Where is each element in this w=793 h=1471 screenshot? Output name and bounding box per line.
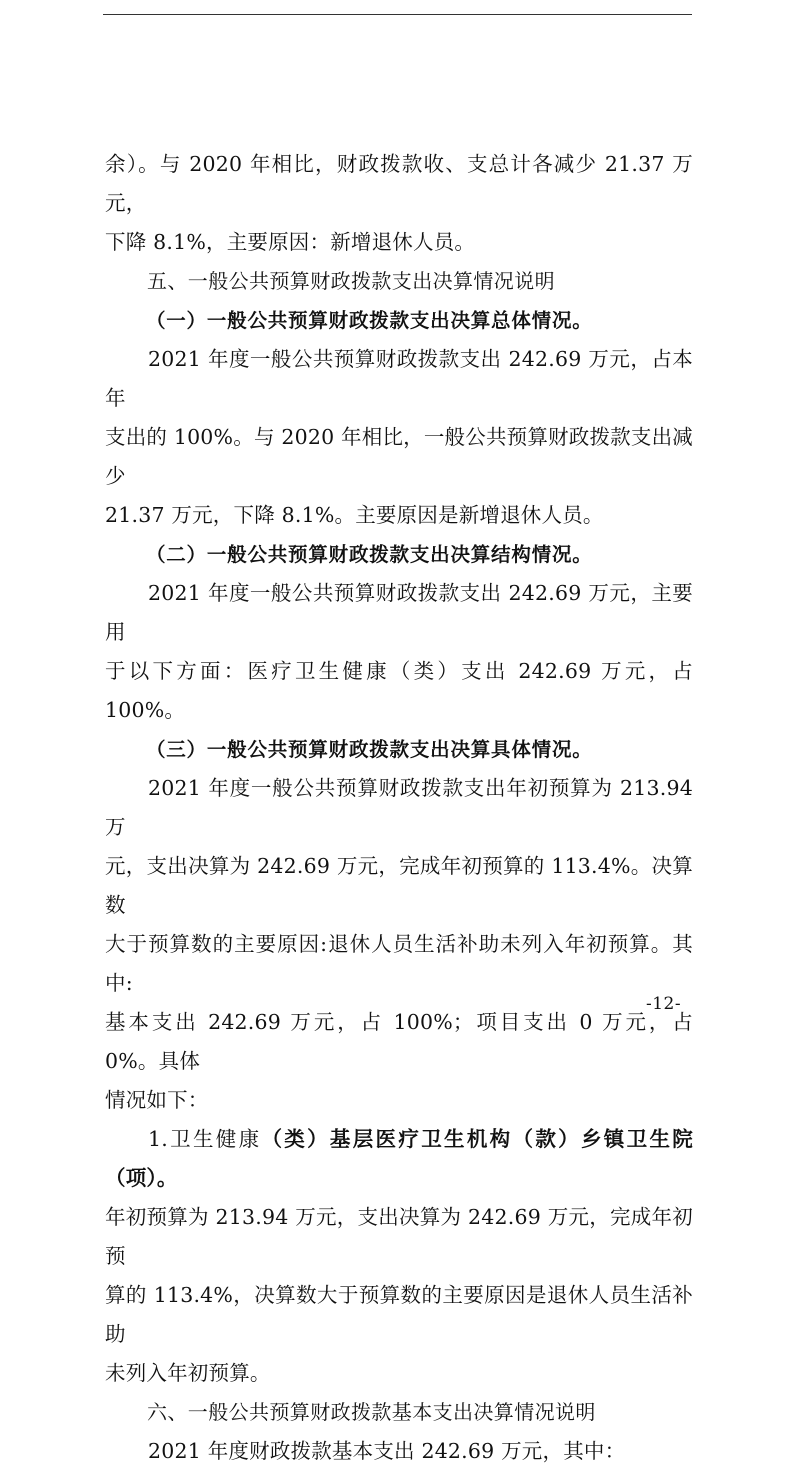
page-number: -12- [646,994,682,1014]
text-line: 2021 年度财政拨款基本支出 242.69 万元，其中： [148,1439,626,1463]
text-line: 年初预算为 213.94 万元，支出决算为 242.69 万元，完成年初预 [105,1205,693,1268]
text-line: 支出的 100%。与 2020 年相比，一般公共预算财政拨款支出减少 [105,425,693,488]
text-line: 基本支出 242.69 万元，占 100%；项目支出 0 万元，占 0%。具体 [105,1010,693,1073]
paragraph-details [105,769,693,1120]
text-line: 21.37 万元，下降 8.1%。主要原因是新增退休人员。 [105,503,604,527]
paragraph-structure [105,574,693,730]
paragraph-summary [105,145,693,262]
text-line: 下降 8.1%，主要原因：新增退休人员。 [105,230,476,254]
text-line: 2021 年度一般公共预算财政拨款支出 242.69 万元，占本年 [105,347,693,410]
header-rule [103,14,692,15]
section-heading-6: 六、一般公共预算财政拨款基本支出决算情况说明 [147,1400,596,1424]
document-body [105,145,693,1471]
text-line: 2021 年度一般公共预算财政拨款支出年初预算为 213.94 万 [105,776,693,839]
text-line: 2021 年度一般公共预算财政拨款支出 242.69 万元，主要用 [105,581,693,644]
text-line: 余）。与 2020 年相比，财政拨款收、支总计各减少 21.37 万元， [105,152,693,215]
paragraph-overall [105,340,693,535]
subsection-heading-3: （三）一般公共预算财政拨款支出决算具体情况。 [145,738,593,761]
section-heading-5: 五、一般公共预算财政拨款支出决算情况说明 [147,269,555,293]
text-line: 情况如下： [105,1088,209,1112]
paragraph-item-1 [105,1120,693,1393]
item-title-bold: （类）基层医疗卫生机构（款）乡镇卫生院（项）。 [105,1127,693,1190]
item-title-line [105,1120,693,1198]
text-line: 未列入年初预算。 [105,1361,271,1385]
text-line: 于以下方面：医疗卫生健康（类）支出 242.69 万元，占 100%。 [105,659,693,722]
subsection-heading-2: （二）一般公共预算财政拨款支出决算结构情况。 [145,543,593,566]
item-prefix: 1.卫生健康 [148,1127,262,1151]
text-line: 大于预算数的主要原因:退休人员生活补助未列入年初预算。其中: [105,932,693,995]
subsection-heading-1: （一）一般公共预算财政拨款支出决算总体情况。 [145,309,593,332]
text-line: 元，支出决算为 242.69 万元，完成年初预算的 113.4%。决算数 [105,854,693,917]
paragraph-basic-expenditure [105,1432,693,1471]
text-line: 算的 113.4%，决算数大于预算数的主要原因是退休人员生活补助 [105,1283,693,1346]
